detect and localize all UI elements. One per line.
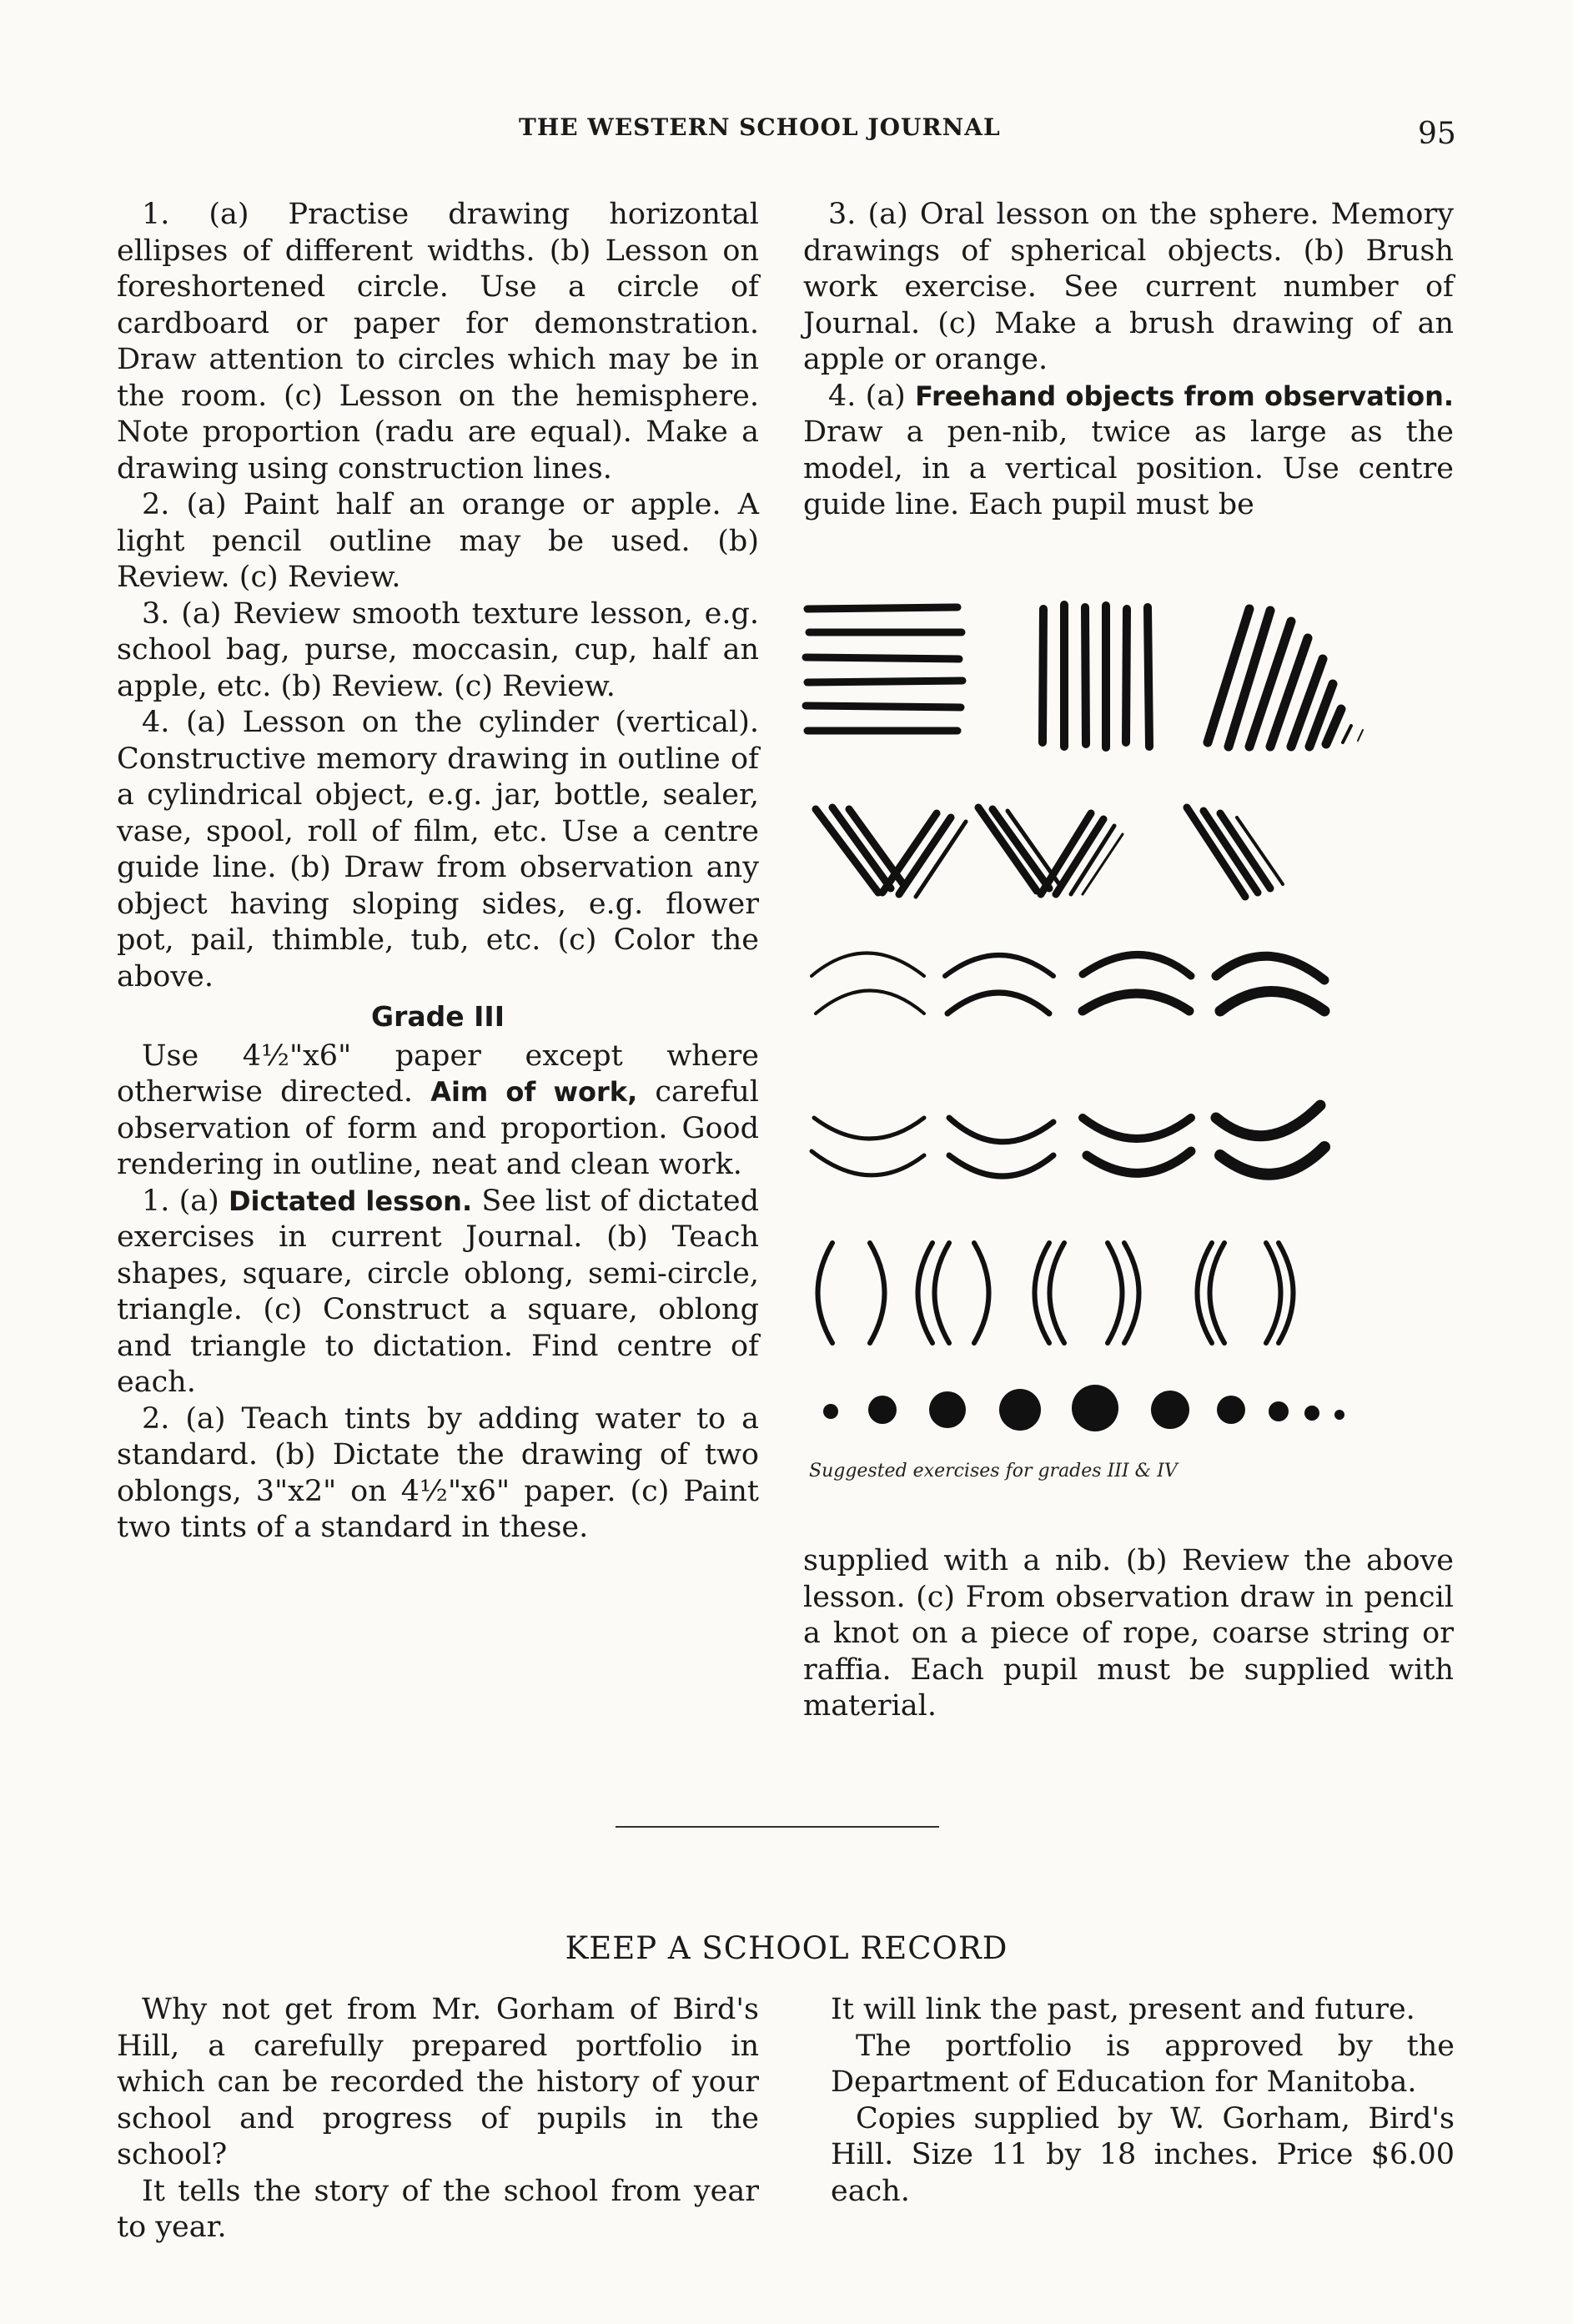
section-divider: [616, 1826, 939, 1828]
arc-strokes-lower: [812, 1105, 1324, 1176]
notice-left-column: [117, 1992, 759, 2246]
paragraph: The portfolio is approved by the Department of Education for Manitoba.: [831, 2029, 1455, 2099]
paragraph: 2. (a) Paint half an orange or apple. A light pencil outline may be used. (b) Review. (c) Review.: [117, 488, 759, 594]
paragraph: It will link the past, present and future.: [831, 1993, 1415, 2026]
paragraph: 3. (a) Oral lesson on the sphere. Memory drawings of spherical objects. (b) Brush work exercise. See current number of Journal. (c) Make a brush drawing of an apple or orange.: [803, 198, 1454, 376]
paragraph: It tells the story of the school from year to year.: [117, 2174, 759, 2244]
paren-strokes: [818, 1243, 1294, 1343]
paragraph: [117, 1039, 759, 1184]
dot-row: [823, 1385, 1344, 1431]
arc-strokes-upper: [812, 953, 1324, 1014]
vertical-strokes: [1043, 605, 1149, 747]
paragraph: 3. (a) Review smooth texture lesson, e.g. school bag, purse, moccasin, cup, half an apple, etc. (b) Review. (c) Review.: [117, 596, 759, 703]
paragraph: [803, 379, 1454, 524]
text-run: See list of dictated exercises in current Journal. (b) Teach shapes, square, circle oblong, semi-circle, triangle. (c) Construct a square, oblong and triangle to dictation. Find centre of each.: [117, 1184, 759, 1399]
notice-title: KEEP A SCHOOL RECORD: [565, 1930, 1008, 1966]
left-column: [117, 197, 759, 1547]
paragraph: 4. (a) Lesson on the cylinder (vertical). Constructive memory drawing in outline of a cylindrical object, e.g. jar, bottle, sealer, vase, spool, roll of film, etc. Use a centre guide line. (b) Draw from observation any object having sloping sides, e.g. flower pot, pail, thimble, tub, etc. (c) Color the above.: [117, 706, 759, 993]
text-run: 1. (a): [142, 1184, 219, 1218]
brush-exercises-figure: [799, 584, 1433, 1493]
page-header: [0, 108, 1573, 158]
bold-run: Freehand objects from observation.: [915, 380, 1454, 412]
paragraph: 1. (a) Practise drawing horizontal ellipses of different widths. (b) Lesson on foreshortened circle. Use a circle of cardboard or paper for demonstration. Draw attention to circles which may be in the room. (c) Lesson on the hemisphere. Note proportion (radu are equal). Make a drawing using construction lines.: [117, 198, 759, 485]
right-column-bottom: [803, 1543, 1454, 1725]
paragraph: [117, 1184, 759, 1401]
paragraph: Copies supplied by W. Gorham, Bird's Hill. Size 11 by 18 inches. Price $6.00 each.: [831, 2101, 1455, 2208]
journal-title: THE WESTERN SCHOOL JOURNAL: [519, 113, 1001, 141]
text-run: Draw a pen-nib, twice as large as the model, in a vertical position. Use centre guide line. Each pupil must be: [803, 415, 1454, 521]
zigzag-strokes: [816, 807, 1283, 897]
text-run: Use 4½"x6" paper except where otherwise directed.: [117, 1039, 759, 1109]
text-run: 4. (a): [828, 379, 906, 413]
paragraph: Why not get from Mr. Gorham of Bird's Hill, a carefully prepared portfolio in which can be recorded the history of your school and progress of pupils in the school?: [117, 1993, 759, 2171]
text-run: careful observation of form and proportion. Good rendering in outline, neat and clean work.: [117, 1075, 759, 1181]
bold-run: Dictated lesson.: [228, 1185, 473, 1217]
paragraph: supplied with a nib. (b) Review the above lesson. (c) From observation draw in pencil a knot on a piece of rope, coarse string or raffia. Each pupil must be supplied with material.: [803, 1544, 1454, 1723]
grade-heading: Grade III: [371, 1000, 505, 1033]
diagonal-strokes: [1208, 609, 1363, 747]
notice-right-column: [831, 1992, 1455, 2210]
horizontal-strokes: [806, 607, 962, 731]
paragraph: 2. (a) Teach tints by adding water to a standard. (b) Dictate the drawing of two oblongs, 3"x2" on 4½"x6" paper. (c) Paint two tints of a standard in these.: [117, 1401, 759, 1544]
page-number: 95: [1418, 117, 1456, 151]
figure-caption: Suggested exercises for grades III & IV: [809, 1461, 1178, 1481]
right-column-top: [803, 197, 1454, 524]
bold-run: Aim of work,: [430, 1076, 638, 1108]
